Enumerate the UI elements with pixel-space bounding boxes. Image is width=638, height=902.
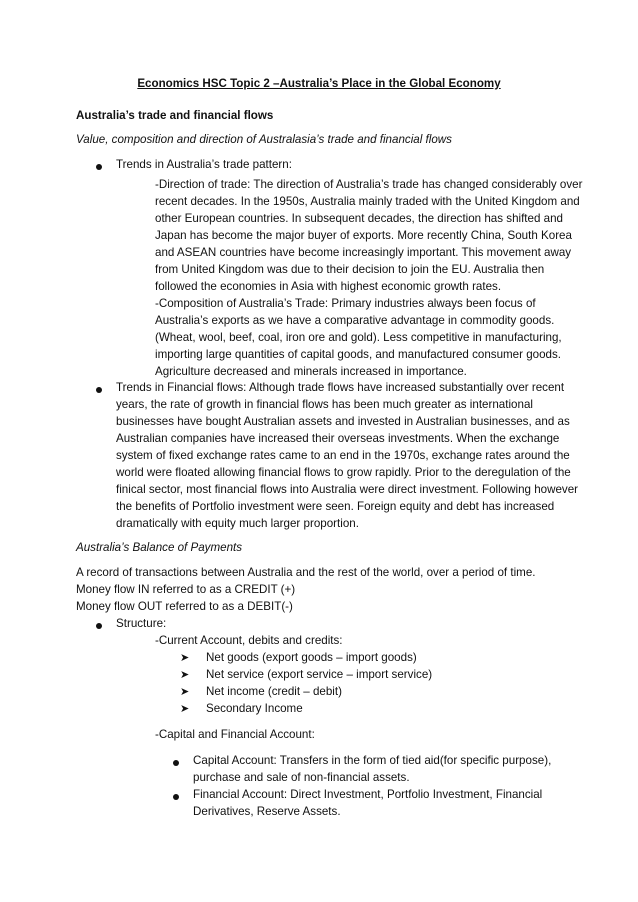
- paragraph-line: businesses have bought Australian assets and invested in Australian businesses, and as: [116, 415, 570, 428]
- paragraph-line: followed the economies in Asia with highest economic growth rates.: [155, 280, 502, 293]
- bullet-icon: [173, 794, 179, 800]
- structure-label: Structure:: [116, 617, 167, 630]
- arrow-bullet-icon: ➤: [180, 686, 190, 698]
- paragraph-line: Agriculture decreased and minerals increased in importance.: [155, 365, 467, 378]
- paragraph-line: Australia’s exports as we have a comparative advantage in commodity goods.: [155, 314, 555, 327]
- arrow-bullet-icon: ➤: [180, 703, 190, 715]
- paragraph-line: Australian companies have increased their overseas investments. When the exchange: [116, 432, 560, 445]
- paragraph-line: Money flow IN referred to as a CREDIT (+): [76, 583, 296, 596]
- paragraph-line: years, the rate of growth in financial flows has been much greater as international: [116, 398, 533, 411]
- current-account-heading: -Current Account, debits and credits:: [155, 634, 343, 647]
- paragraph-line: from United Kingdom was due to their decision to join the EU. Australia then: [155, 263, 545, 276]
- paragraph-line: (Wheat, wool, beef, coal, iron ore and gold). Less competitive in manufacturing,: [155, 331, 562, 344]
- capital-account-item-line: Derivatives, Reserve Assets.: [193, 805, 341, 818]
- paragraph-line: dramatically with equity much larger proportion.: [116, 517, 359, 530]
- paragraph-line: recent decades. In the 1950s, Australia mainly traded with the United Kingdom and: [155, 195, 580, 208]
- paragraph-line: Money flow OUT referred to as a DEBIT(-): [76, 600, 293, 613]
- paragraph-line: Japan has become the major buyer of exports. More recently China, South Korea: [155, 229, 572, 242]
- subheading-balance-of-payments: Australia’s Balance of Payments: [76, 541, 243, 554]
- capital-account-item-line: Financial Account: Direct Investment, Portfolio Investment, Financial: [193, 788, 543, 801]
- bullet-trade-pattern-label: Trends in Australia’s trade pattern:: [116, 158, 292, 171]
- capital-account-item-line: Capital Account: Transfers in the form of tied aid(for specific purpose),: [193, 754, 552, 767]
- current-account-item: Net service (export service – import service): [206, 668, 433, 681]
- current-account-item: Net goods (export goods – import goods): [206, 651, 417, 664]
- capital-account-heading: -Capital and Financial Account:: [155, 728, 315, 741]
- paragraph-line: -Composition of Australia’s Trade: Primary industries always been focus of: [155, 297, 536, 310]
- arrow-bullet-icon: ➤: [180, 652, 190, 664]
- current-account-item: Secondary Income: [206, 702, 303, 715]
- bullet-icon: [173, 760, 179, 766]
- capital-account-item-line: purchase and sale of non-financial assets.: [193, 771, 410, 784]
- paragraph-line: -Direction of trade: The direction of Australia’s trade has changed considerably over: [155, 178, 583, 191]
- bullet-icon: [96, 387, 102, 393]
- bullet-icon: [96, 623, 102, 629]
- document-title: Economics HSC Topic 2 –Australia’s Place in the Global Economy: [137, 77, 501, 90]
- paragraph-line: Trends in Financial flows: Although trade flows have increased substantially over recent: [116, 381, 565, 394]
- paragraph-line: world were floated allowing financial flows to grow rapidly. Prior to the deregulation of the: [116, 466, 571, 479]
- paragraph-line: the benefits of Portfolio investment were seen. Foreign equity and debt has increased: [116, 500, 555, 513]
- subheading-value-composition: Value, composition and direction of Australasia’s trade and financial flows: [76, 133, 452, 146]
- paragraph-line: finical sector, most financial flows into Australia were direct investment. Following however: [116, 483, 579, 496]
- bullet-icon: [96, 164, 102, 170]
- arrow-bullet-icon: ➤: [180, 669, 190, 681]
- section-heading-trade-flows: Australia’s trade and financial flows: [76, 109, 274, 122]
- current-account-item: Net income (credit – debit): [206, 685, 342, 698]
- paragraph-line: importing large quantities of capital goods, and manufactured consumer goods.: [155, 348, 562, 361]
- paragraph-line: other European countries. In subsequent decades, the direction has shifted and: [155, 212, 563, 225]
- paragraph-line: system of fixed exchange rates came to an end in the 1970s, exchange rates around the: [116, 449, 570, 462]
- paragraph-line: and ASEAN countries have become increasingly important. This movement away: [155, 246, 572, 259]
- paragraph-line: A record of transactions between Australia and the rest of the world, over a period of time.: [76, 566, 536, 579]
